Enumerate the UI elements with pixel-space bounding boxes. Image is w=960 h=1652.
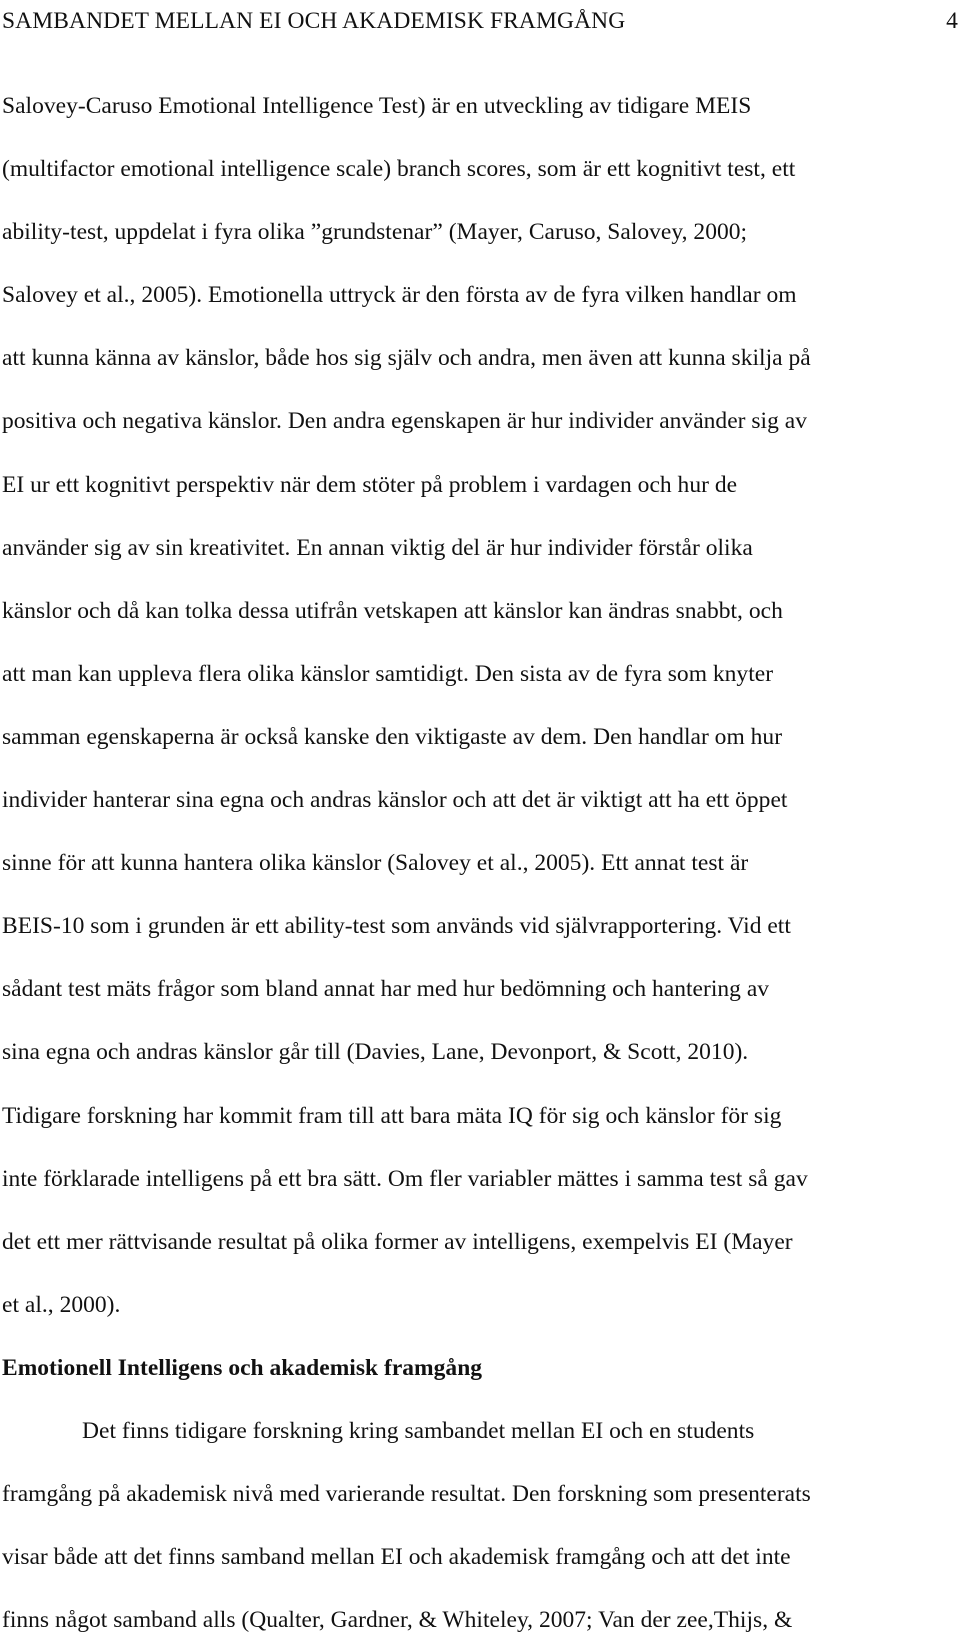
text-line: EI ur ett kognitivt perspektiv när dem stöter på problem i vardagen och hur de [2, 471, 738, 498]
text-line: Salovey et al., 2005). Emotionella uttryck är den första av de fyra vilken handlar om [2, 282, 797, 309]
text-line: et al., 2000). [2, 1291, 121, 1318]
text-line: sådant test mäts frågor som bland annat har med hur bedömning och hantering av [2, 976, 770, 1003]
text-line: ability-test, uppdelat i fyra olika ”grundstenar” (Mayer, Caruso, Salovey, 2000; [2, 219, 748, 246]
text-line: inte förklarade intelligens på ett bra sätt. Om fler variabler mättes i samma test så gav [2, 1165, 808, 1192]
text-line: använder sig av sin kreativitet. En annan viktig del är hur individer förstår olika [2, 534, 753, 561]
text-line: finns något samband alls (Qualter, Gardner, & Whiteley, 2007; Van der zee,Thijs, & [2, 1607, 793, 1634]
page-number: 4 [946, 8, 958, 34]
running-head [2, 4, 958, 38]
text-line: det ett mer rättvisande resultat på olika former av intelligens, exempelvis EI (Mayer [2, 1228, 793, 1255]
text-line: Salovey-Caruso Emotional Intelligence Test) är en utveckling av tidigare MEIS [2, 93, 752, 119]
text-line: BEIS-10 som i grunden är ett ability-test som används vid självrapportering. Vid ett [2, 913, 791, 940]
text-line: samman egenskaperna är också kanske den viktigaste av dem. Den handlar om hur [2, 723, 783, 750]
text-line: visar både att det finns samband mellan EI och akademisk framgång och att det inte [2, 1544, 791, 1571]
page-body [2, 75, 958, 1652]
paragraph [2, 1400, 958, 1652]
text-line: att man kan uppleva flera olika känslor samtidigt. Den sista av de fyra som knyter [2, 660, 774, 687]
text-line: sinne för att kunna hantera olika känslor (Salovey et al., 2005). Ett annat test är [2, 850, 749, 877]
section-heading: Emotionell Intelligens och akademisk framgång [2, 1354, 483, 1381]
text-line: sina egna och andras känslor går till (Davies, Lane, Devonport, & Scott, 2010). [2, 1039, 749, 1066]
text-line: individer hanterar sina egna och andras känslor och att det är viktigt att ha ett öppet [2, 787, 788, 814]
text-line: framgång på akademisk nivå med varierande resultat. Den forskning som presenterats [2, 1481, 811, 1508]
text-line: Tidigare forskning har kommit fram till att bara mäta IQ för sig och känslor för sig [2, 1102, 782, 1129]
text-line: att kunna känna av känslor, både hos sig själv och andra, men även att kunna skilja på [2, 345, 811, 372]
paragraph [2, 75, 958, 1337]
text-line: (multifactor emotional intelligence scale) branch scores, som är ett kognitivt test, ett [2, 156, 796, 183]
text-line: Det finns tidigare forskning kring sambandet mellan EI och en students [82, 1417, 755, 1444]
text-line: känslor och då kan tolka dessa utifrån vetskapen att känslor kan ändras snabbt, och [2, 597, 783, 624]
running-head-title: SAMBANDET MELLAN EI OCH AKADEMISK FRAMGÅNG [2, 8, 626, 34]
text-line: positiva och negativa känslor. Den andra egenskapen är hur individer använder sig av [2, 408, 807, 435]
